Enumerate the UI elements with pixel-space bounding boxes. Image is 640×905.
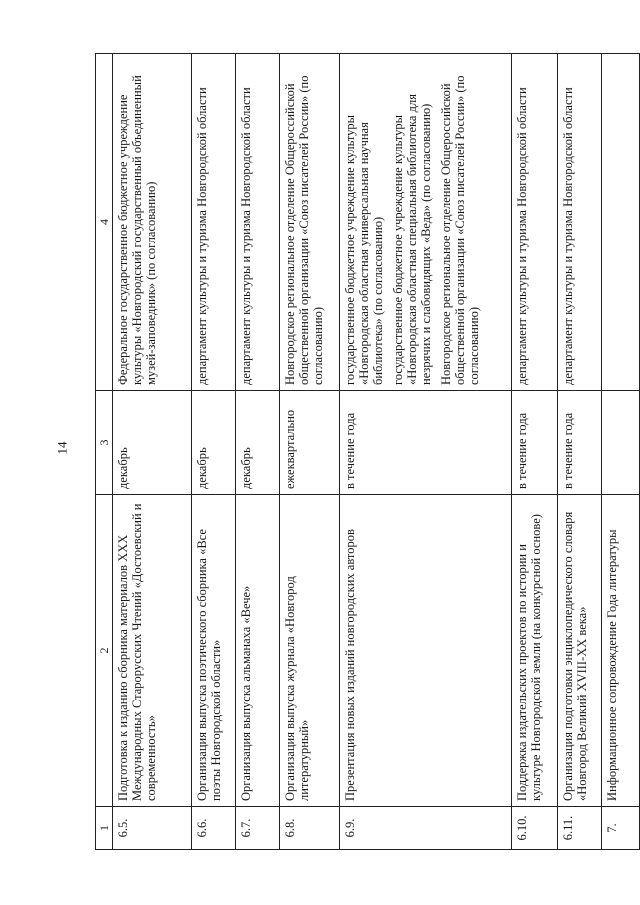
row-task: Организация подготовки энциклопедического словаря «Новгород Великий XVIII-XX века» — [558, 495, 602, 807]
row-executor — [340, 54, 512, 391]
rotated-table-container — [95, 75, 619, 850]
row-number: 6.9. — [340, 807, 512, 850]
row-executor — [512, 54, 558, 391]
row-number: 7. — [602, 807, 640, 850]
row-executor — [236, 54, 280, 391]
executor-text: департамент культуры и туризма Новгородской области — [561, 87, 575, 385]
row-number: 6.7. — [236, 807, 280, 850]
header-col-1: 1 — [96, 807, 113, 850]
table-row — [512, 54, 558, 850]
row-term: в течение года — [512, 391, 558, 495]
page-number: 14 — [54, 441, 70, 455]
table-row — [602, 54, 640, 850]
table-row — [280, 54, 340, 850]
row-executor — [558, 54, 602, 391]
executor-text: государственное бюджетное учреждение культуры «Новгородская областная специальная библиотека для незрячих и слабовидящих «Веда» (по согласованию) — [391, 94, 433, 385]
row-number: 6.10. — [512, 807, 558, 850]
executor-text: департамент культуры и туризма Новгородской области — [239, 87, 253, 385]
row-executor — [280, 54, 340, 391]
row-task: Организация выпуска альманаха «Вече» — [236, 495, 280, 807]
table-header-row — [96, 54, 113, 850]
row-term: декабрь — [192, 391, 236, 495]
row-task: Организация выпуска журнала «Новгород литературный» — [280, 495, 340, 807]
executor-text: Новгородское региональное отделение Общероссийской общественной организации «Союз писателей России» (по согласованию) — [283, 75, 325, 385]
table-row — [340, 54, 512, 850]
row-executor — [192, 54, 236, 391]
row-term: в течение года — [340, 391, 512, 495]
table-row — [113, 54, 192, 850]
table-row — [236, 54, 280, 850]
row-task: Информационное сопровождение Года литературы — [602, 495, 640, 807]
plan-table — [95, 53, 640, 850]
row-term: декабрь — [113, 391, 192, 495]
executor-text: департамент культуры и туризма Новгородской области — [515, 87, 529, 385]
executor-text: Федеральное государственное бюджетное учреждение культуры «Новгородский государственный объединенный музей-заповедник» (по согласованию) — [116, 75, 158, 385]
row-task: Презентация новых изданий новгородских авторов — [340, 495, 512, 807]
row-term: ежеквартально — [280, 391, 340, 495]
table-row — [558, 54, 602, 850]
executor-text: Новгородское региональное отделение Общероссийской общественной организации «Союз писателей России» (по согласованию) — [439, 75, 481, 385]
row-executor — [602, 54, 640, 391]
row-term: декабрь — [236, 391, 280, 495]
row-number: 6.11. — [558, 807, 602, 850]
row-task: Организация выпуска поэтического сборника «Все поэты Новгородской области» — [192, 495, 236, 807]
row-task: Поддержка издательских проектов по истории и культуре Новгородской земли (на конкурсной основе) — [512, 495, 558, 807]
executor-text: государственное бюджетное учреждение культуры «Новгородская областная универсальная научная библиотека» (по согласованию) — [343, 114, 385, 385]
table-row — [192, 54, 236, 850]
row-number: 6.5. — [113, 807, 192, 850]
row-task: Подготовка к изданию сборника материалов XXX Международных Старорусских Чтений «Достоевский и современность» — [113, 495, 192, 807]
executor-text: департамент культуры и туризма Новгородской области — [195, 87, 209, 385]
header-col-4: 4 — [96, 54, 113, 391]
header-col-2: 2 — [96, 495, 113, 807]
header-col-3: 3 — [96, 391, 113, 495]
row-term: в течение года — [558, 391, 602, 495]
row-term — [602, 391, 640, 495]
row-executor — [113, 54, 192, 391]
row-number: 6.8. — [280, 807, 340, 850]
row-number: 6.6. — [192, 807, 236, 850]
